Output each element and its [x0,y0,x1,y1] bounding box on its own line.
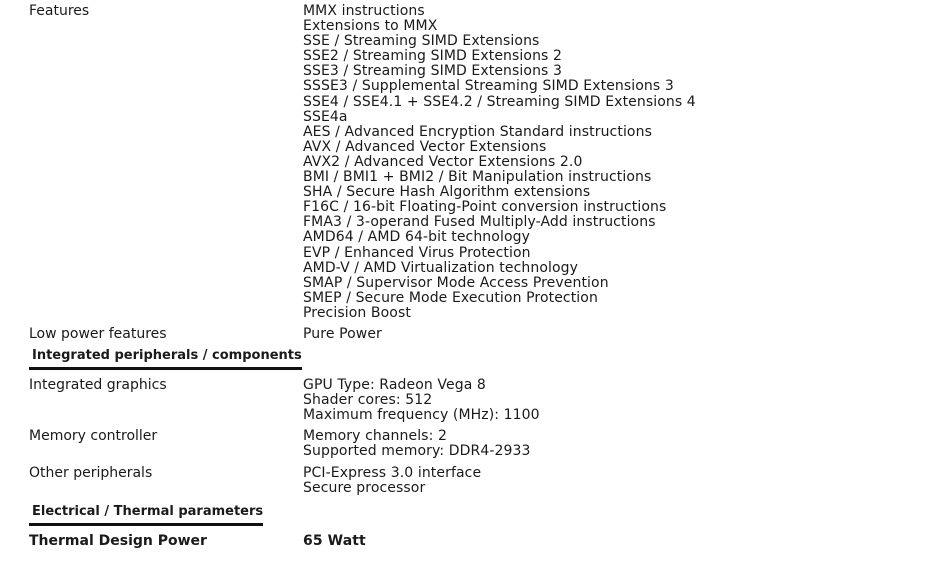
feature-item: SSSE3 / Supplemental Streaming SIMD Extensions 3 [303,78,674,95]
spec-values [303,534,366,549]
memory-controller-list [303,429,531,459]
feature-item: AMD-V / AMD Virtualization technology [303,259,579,276]
feature-item: SMEP / Secure Mode Execution Protection [303,289,598,306]
spec-label-other-peripherals: Other peripherals [29,464,153,481]
spec-row-low-power [0,327,945,342]
spec-value-tdp: 65 Watt [303,532,366,549]
spec-label-low-power: Low power features [29,325,167,342]
spec-value-low-power: Pure Power [303,325,382,342]
feature-item: AMD64 / AMD 64-bit technology [303,229,530,246]
other-peripherals-list [303,466,481,496]
section-title: Electrical / Thermal parameters [32,503,264,519]
graphics-item: Maximum frequency (MHz): 1100 [303,407,540,424]
feature-item: FMA3 / 3-operand Fused Multiply-Add instructions [303,214,656,231]
section-divider [29,523,263,526]
feature-item: SSE3 / Streaming SIMD Extensions 3 [303,63,563,80]
spec-row-other-peripherals [0,466,945,496]
feature-item: F16C / 16-bit Floating-Point conversion instructions [303,199,667,216]
feature-item: SHA / Secure Hash Algorithm extensions [303,184,591,201]
feature-item: AVX / Advanced Vector Extensions [303,138,547,155]
spec-label-memory-controller: Memory controller [29,428,158,445]
integrated-graphics-list [303,378,540,423]
section-heading-peripherals [29,348,302,370]
spec-values [303,327,382,342]
feature-item: Extensions to MMX [303,18,438,35]
peripheral-item: Secure processor [303,479,426,496]
section-title: Integrated peripherals / components [32,348,302,364]
spec-row-memory-controller [0,429,945,459]
feature-item: SMAP / Supervisor Mode Access Prevention [303,274,609,291]
feature-item: SSE / Streaming SIMD Extensions [303,33,540,50]
features-list [303,4,696,321]
feature-item: MMX instructions [303,3,425,19]
spec-label-integrated-graphics: Integrated graphics [29,377,167,394]
section-divider [29,367,302,370]
peripheral-item: PCI-Express 3.0 interface [303,464,482,481]
spec-row-integrated-graphics [0,378,945,423]
section-heading-electrical [29,504,263,526]
feature-item: BMI / BMI1 + BMI2 / Bit Manipulation instructions [303,169,652,186]
graphics-item: Shader cores: 512 [303,392,433,409]
feature-item: SSE2 / Streaming SIMD Extensions 2 [303,48,563,65]
feature-item: Precision Boost [303,304,411,321]
feature-item: SSE4a [303,108,348,125]
spec-row-tdp [0,534,945,549]
feature-item: SSE4 / SSE4.1 + SSE4.2 / Streaming SIMD Extensions 4 [303,93,696,110]
graphics-item: GPU Type: Radeon Vega 8 [303,377,486,394]
memory-item: Supported memory: DDR4-2933 [303,443,531,460]
spec-label-tdp: Thermal Design Power [29,532,207,549]
spec-row-features [0,4,945,321]
feature-item: EVP / Enhanced Virus Protection [303,244,531,261]
memory-item: Memory channels: 2 [303,428,447,445]
feature-item: AES / Advanced Encryption Standard instructions [303,123,652,140]
spec-label-features: Features [29,3,90,19]
feature-item: AVX2 / Advanced Vector Extensions 2.0 [303,153,583,170]
